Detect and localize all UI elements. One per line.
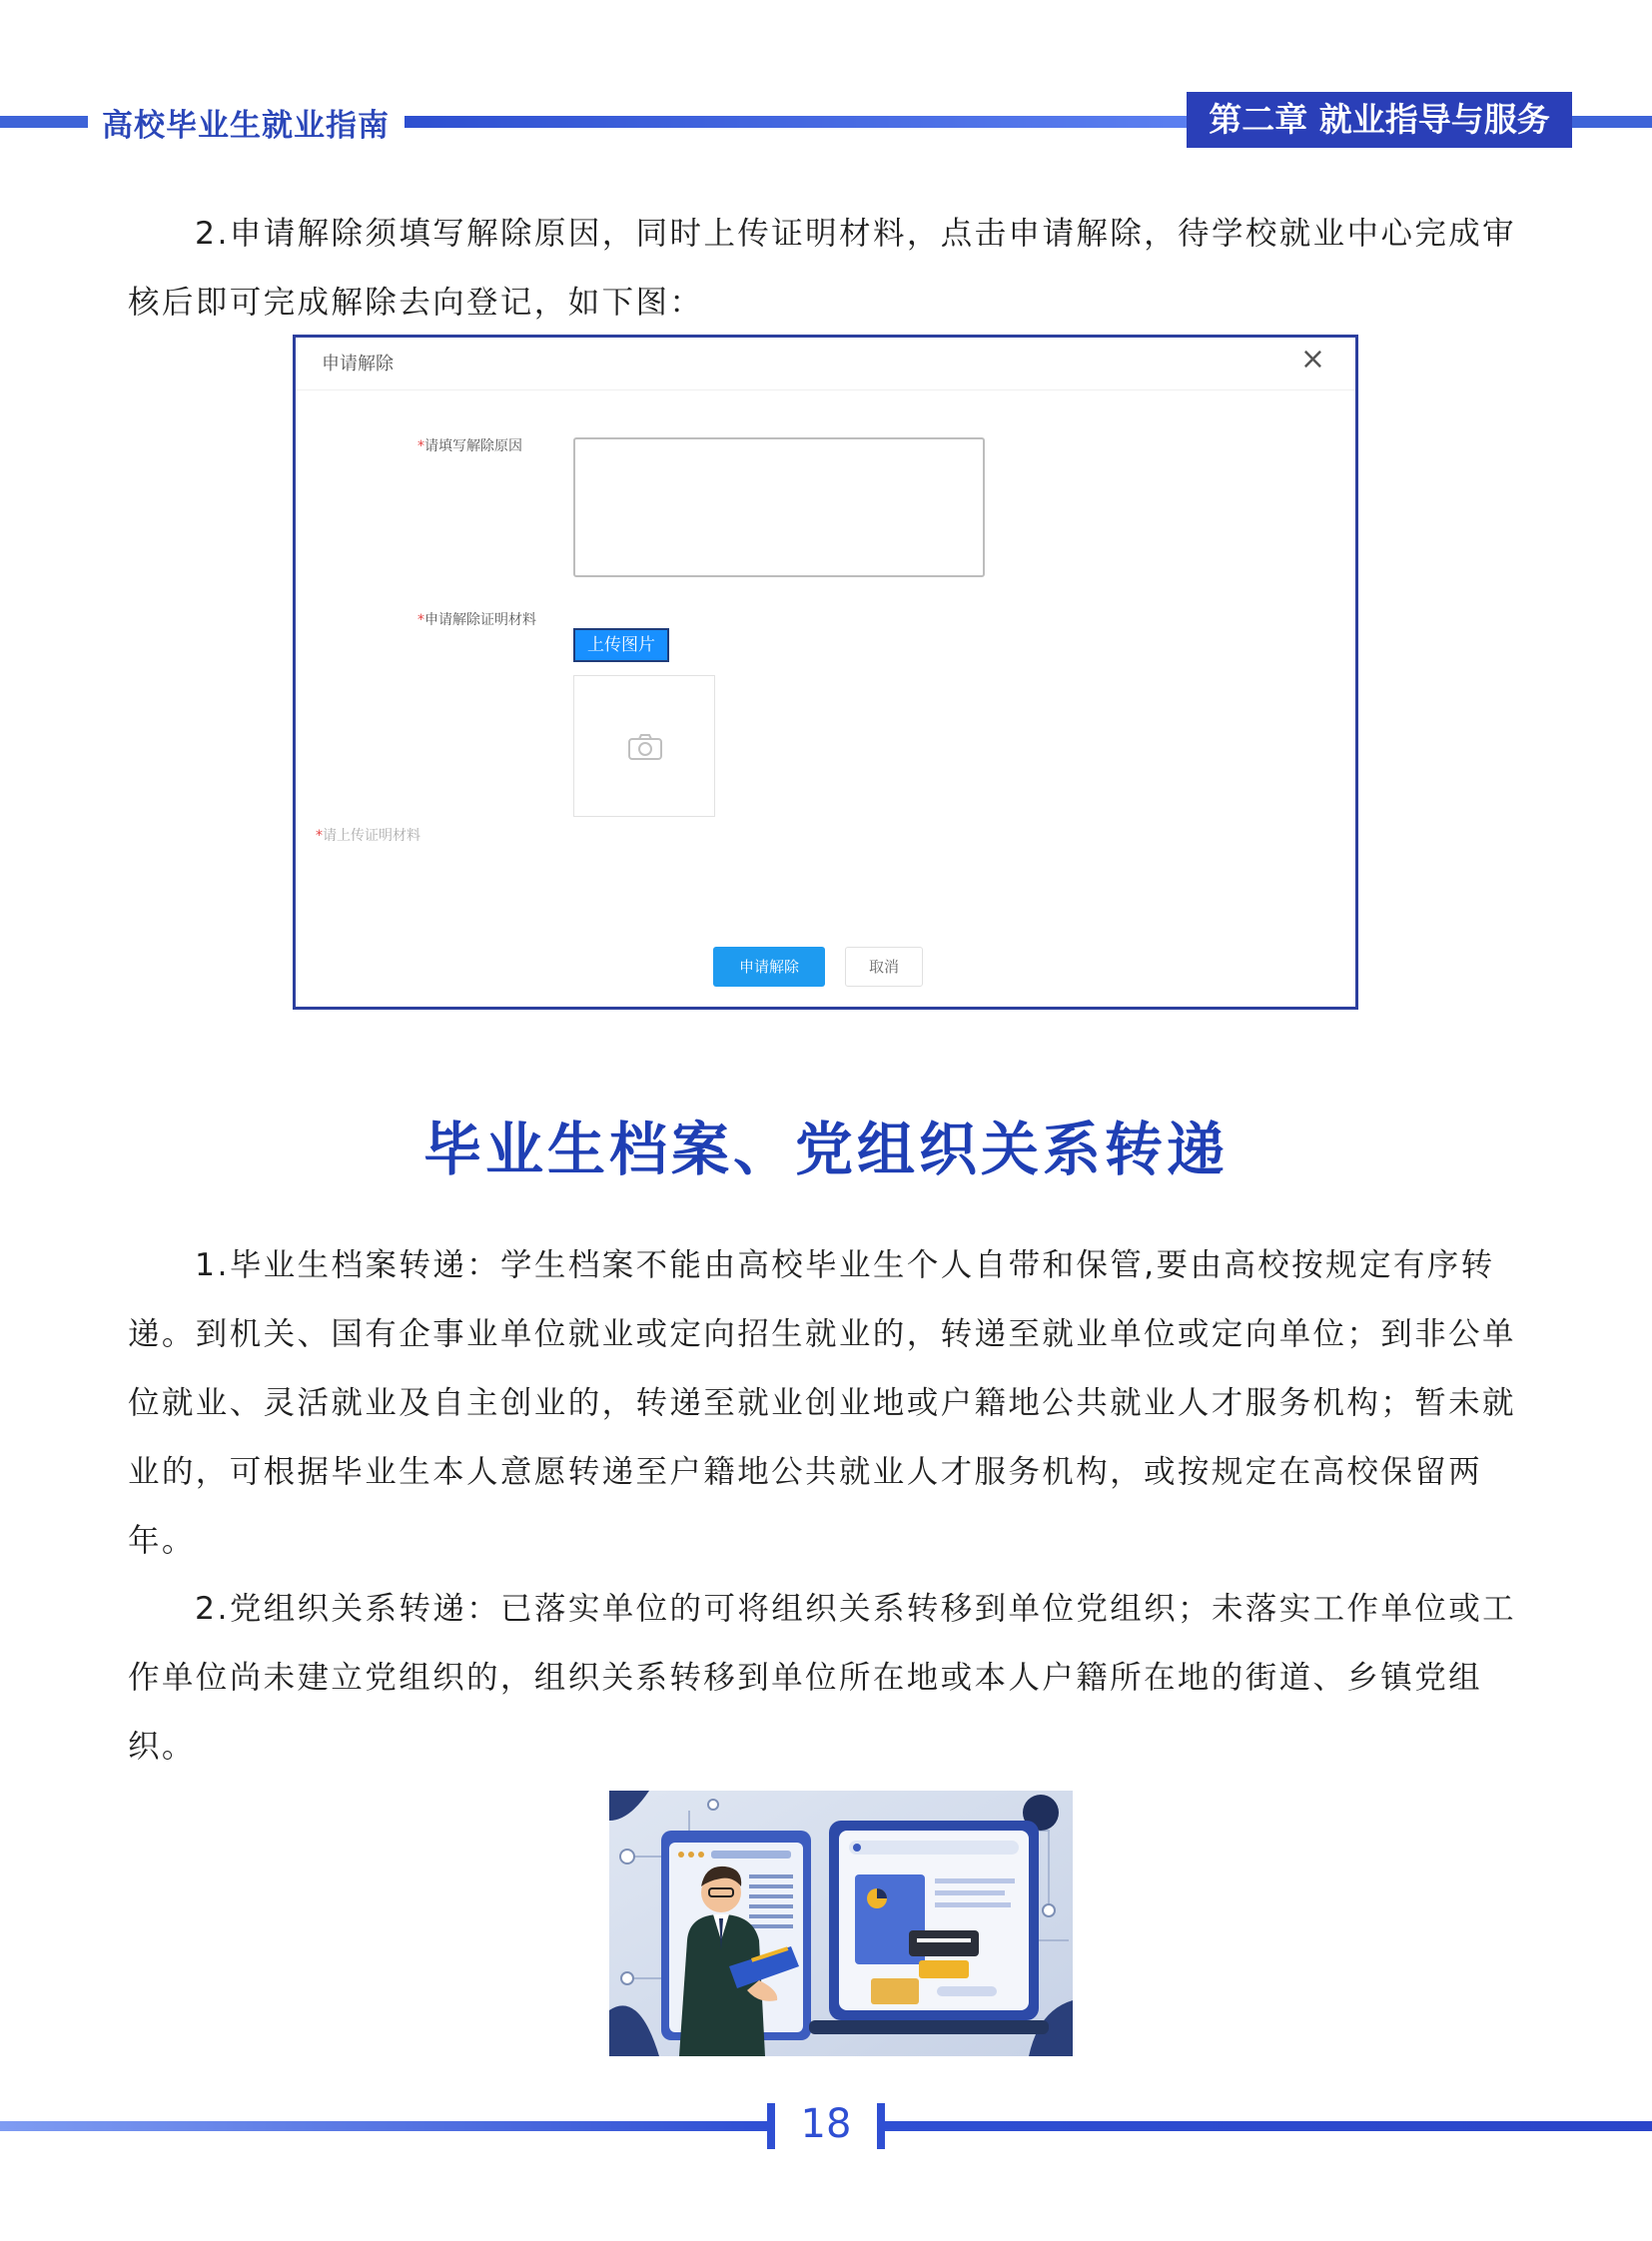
- required-star: *: [417, 612, 424, 628]
- proof-label: [417, 609, 536, 629]
- upload-hint: [316, 825, 420, 845]
- intro-paragraph-text: 2.申请解除须填写解除原因，同时上传证明材料，点击申请解除，待学校就业中心完成审核后即可完成解除去向登记，如下图：: [128, 216, 1517, 321]
- footer-tick-right: [877, 2103, 885, 2149]
- header-accent-bar-right: [1572, 116, 1652, 128]
- reason-label-text: 请填写解除原因: [424, 438, 522, 454]
- cancel-button[interactable]: 取消: [845, 947, 923, 987]
- footer-tick-left: [767, 2103, 775, 2149]
- chapter-label: 第二章 就业指导与服务: [1187, 92, 1572, 148]
- businessman-with-tablet-illustration: [609, 1791, 1073, 2056]
- header-accent-bar-left: [0, 116, 88, 128]
- proof-label-text: 申请解除证明材料: [424, 612, 536, 628]
- required-star: *: [316, 828, 323, 844]
- reason-label: [417, 435, 522, 455]
- dialog-divider: [296, 389, 1355, 390]
- dialog-title: 申请解除: [322, 354, 394, 374]
- footer-accent-bar-left: [0, 2121, 767, 2131]
- archive-transfer-paragraph: [128, 1231, 1524, 1576]
- header-accent-bar: [405, 116, 1189, 128]
- close-icon[interactable]: ×: [1299, 342, 1325, 376]
- submit-release-button[interactable]: 申请解除: [713, 947, 825, 987]
- required-star: *: [417, 438, 424, 454]
- businessman-illustration: [609, 1791, 1073, 2056]
- archive-transfer-text: 1.毕业生档案转递：学生档案不能由高校毕业生个人自带和保管,要由高校按规定有序转递。到机关、国有企事业单位就业或定向招生就业的，转递至就业单位或定向单位；到非公单位就业、灵活就业及自主创业的，转递至就业创业地或户籍地公共就业人才服务机构；暂未就业的，可根据毕业生本人意愿转递至户籍地公共就业人才服务机构，或按规定在高校保留两年。: [128, 1247, 1516, 1559]
- section-title: 毕业生档案、党组织关系转递: [422, 1116, 1229, 1183]
- footer-accent-bar-right: [885, 2121, 1652, 2131]
- reason-textarea[interactable]: [573, 437, 985, 577]
- upload-hint-text: 请上传证明材料: [323, 828, 420, 844]
- intro-paragraph: [128, 200, 1524, 338]
- page-number: 18: [800, 2101, 852, 2147]
- release-request-dialog: [293, 335, 1358, 1010]
- party-transfer-paragraph: [128, 1575, 1524, 1782]
- camera-icon: [626, 732, 664, 762]
- image-upload-area[interactable]: [573, 675, 715, 817]
- party-transfer-text: 2.党组织关系转递：已落实单位的可将组织关系转移到单位党组织；未落实工作单位或工作单位尚未建立党组织的，组织关系转移到单位所在地或本人户籍所在地的街道、乡镇党组织。: [128, 1591, 1517, 1765]
- upload-image-button[interactable]: 上传图片: [573, 628, 669, 662]
- book-title: 高校毕业生就业指南: [102, 108, 390, 144]
